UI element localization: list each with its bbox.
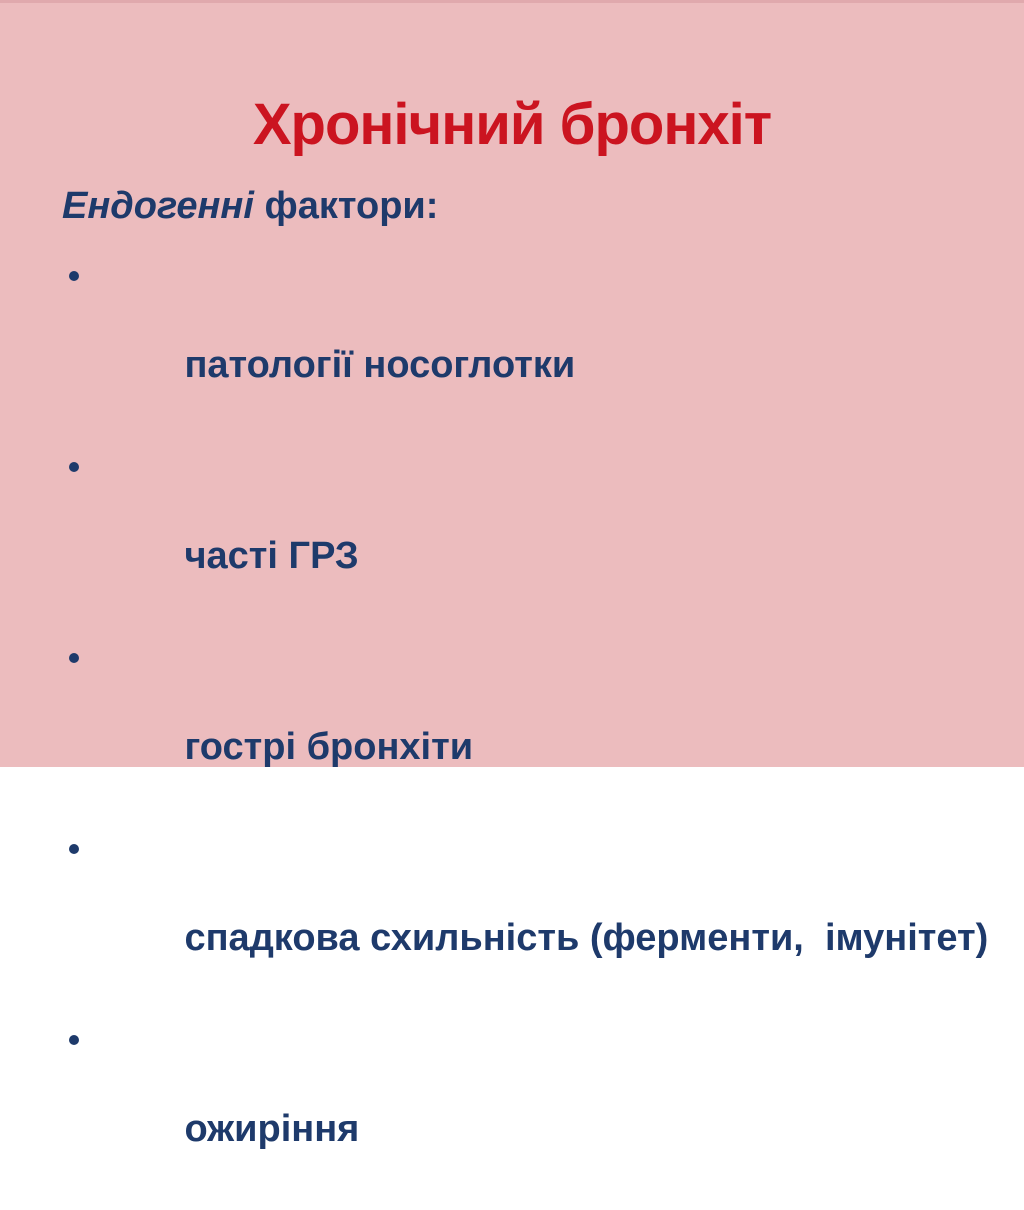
bullet-icon — [69, 1035, 79, 1045]
list-item — [62, 1019, 994, 1195]
list-item — [62, 446, 994, 622]
list-item — [62, 637, 994, 813]
list-item-label: часті ГРЗ — [184, 535, 359, 577]
heading-regular-text: фактори: — [253, 185, 439, 227]
bullet-icon — [69, 271, 79, 281]
heading-italic-text: Ендогенні — [62, 185, 254, 227]
list-item — [62, 828, 994, 1004]
bullet-icon — [69, 844, 79, 854]
list-item-label: ожиріння — [184, 1108, 360, 1150]
bullet-icon — [69, 653, 79, 663]
body-heading — [62, 183, 994, 229]
list-item-label: патології носоглотки — [184, 344, 576, 386]
slide-body — [62, 183, 994, 1210]
list-item — [62, 255, 994, 431]
slide-title: Хронічний бронхіт — [252, 91, 772, 157]
list-item-label: гострі бронхіти — [184, 726, 474, 768]
bullet-icon — [69, 462, 79, 472]
list-item-label: спадкова схильність (ферменти, імунітет) — [184, 917, 989, 959]
bullet-list — [62, 255, 994, 1195]
top-edge-strip — [0, 0, 1024, 3]
